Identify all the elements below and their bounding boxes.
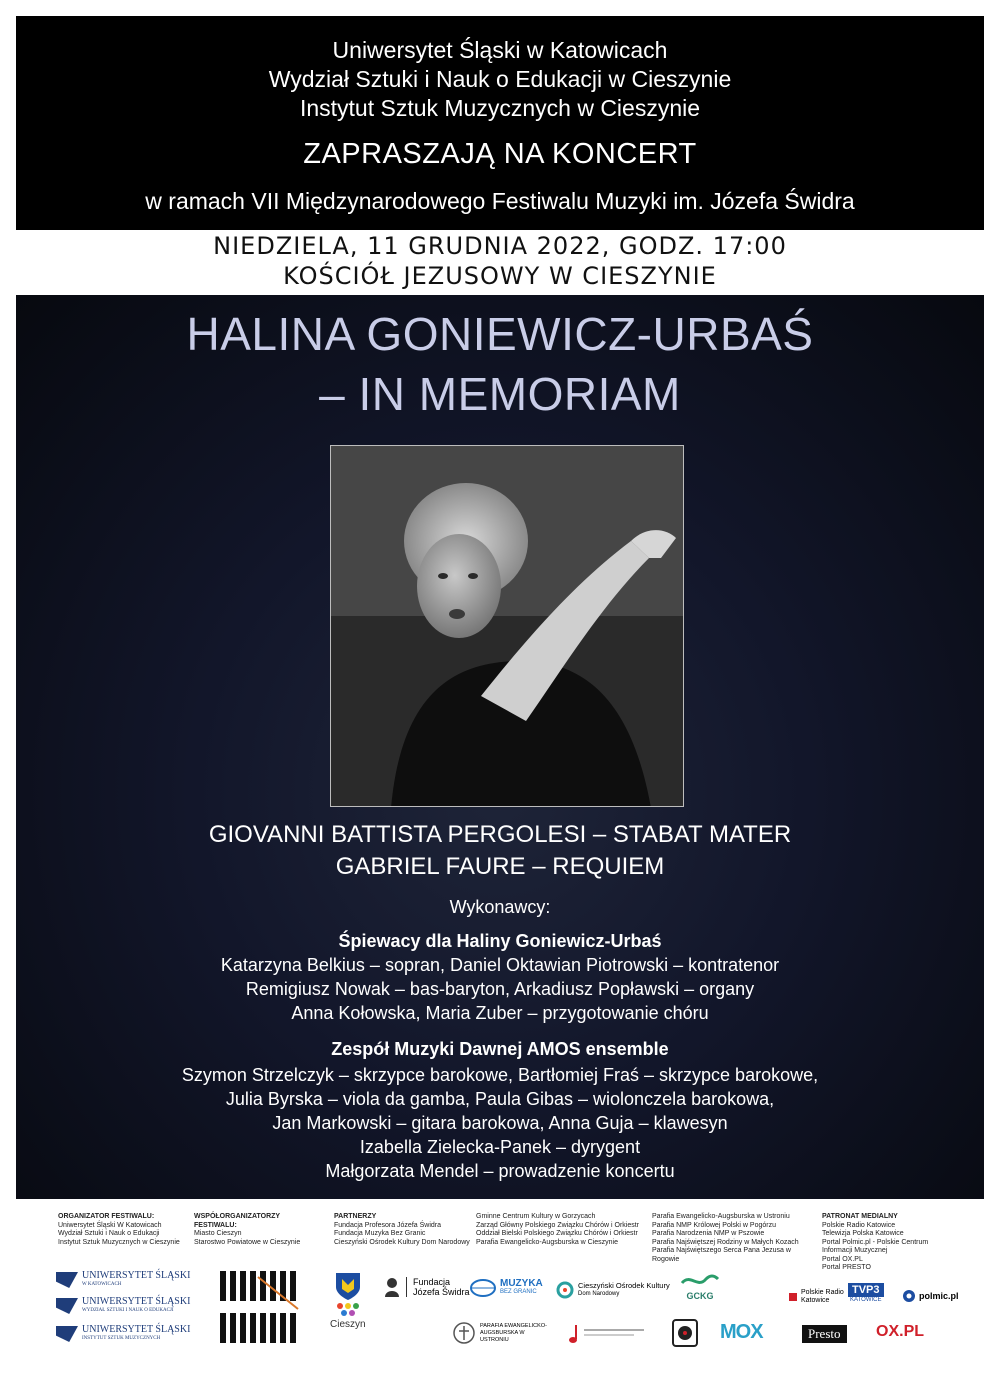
media-heading: PATRONAT MEDIALNY	[822, 1213, 898, 1220]
logo-subtext: W KATOWICACH	[82, 1282, 122, 1287]
performer-line: Katarzyna Belkius – sopran, Daniel Oktawian Piotrowski – kontratenor	[220, 955, 780, 975]
university-mark-icon	[56, 1272, 78, 1288]
cieszyn-logo-text: Cieszyn	[330, 1319, 366, 1330]
event-date: NIEDZIELA, 11 GRUDNIA 2022, GODZ. 17:00	[213, 232, 787, 260]
muzyka-bez-granic-logo	[470, 1279, 543, 1297]
university-mark-icon	[56, 1326, 78, 1342]
media-line: Portal Polmic.pl - Polskie Centrum	[822, 1238, 929, 1246]
choirs-union-logo	[568, 1321, 648, 1347]
media-line: Portal OX.PL	[822, 1255, 863, 1263]
partner-line: Oddział Bielski Polskiego Związku Chórów i Orkiestr	[476, 1230, 638, 1237]
bez-granic-text: BEZ GRANIC	[500, 1289, 537, 1295]
cieszyn-dots-icon	[334, 1301, 362, 1319]
logo-text: UNIWERSYTET ŚLĄSKI	[82, 1270, 191, 1281]
coorganizer-line: Starostwo Powiatowe w Cieszynie	[194, 1238, 301, 1246]
gckg-logo	[680, 1271, 720, 1301]
coorganizers-column	[194, 1213, 324, 1247]
logo-subtext: INSTYTUT SZTUK MUZYCZNYCH	[82, 1336, 161, 1341]
cok-mark-icon	[556, 1281, 574, 1299]
organizer-column	[58, 1213, 188, 1247]
parafia-ustron-logo	[452, 1321, 548, 1345]
organizer-line: Instytut Sztuk Muzycznych w Cieszynie	[58, 1238, 180, 1246]
media-line: Informacji Muzycznej	[822, 1247, 888, 1254]
university-name: Uniwersytet Śląski w Katowicach	[332, 37, 668, 63]
cok-subtext: Dom Narodowy	[578, 1291, 620, 1297]
presto-logo	[802, 1325, 847, 1343]
record-logo	[672, 1319, 698, 1347]
media-line: Portal PRESTO	[822, 1264, 871, 1271]
presto-text: Presto	[802, 1325, 847, 1343]
vinyl-icon	[672, 1319, 698, 1347]
muzyka-text: MUZYKA	[500, 1278, 543, 1289]
cieszyn-logo	[330, 1271, 366, 1330]
fundacja-name: Józefa Świdra	[413, 1287, 470, 1297]
fundacja-label: Fundacja	[413, 1277, 451, 1287]
church-seal-icon	[452, 1321, 476, 1345]
logo-text: UNIWERSYTET ŚLĄSKI	[82, 1324, 191, 1335]
partner-line: Fundacja Profesora Józefa Świdra	[334, 1221, 441, 1229]
institute-name: Instytut Sztuk Muzycznych w Cieszynie	[299, 95, 701, 121]
festival-line: w ramach VII Międzynarodowego Festiwalu Muzyki im. Józefa Świdra	[145, 188, 855, 214]
mox-text: MOX	[720, 1321, 763, 1343]
partner-line: Parafia Ewangelicko-Augsburska w Ustroniu	[652, 1213, 790, 1220]
university-logo-katowice	[56, 1271, 206, 1289]
tvp3-text: TVP3	[848, 1283, 884, 1297]
event-venue: KOŚCIÓŁ JEZUSOWY W CIESZYNIE	[283, 262, 717, 290]
globe-icon	[470, 1279, 496, 1297]
header-band	[16, 16, 984, 230]
logo-subtext: WYDZIAŁ SZTUKI I NAUK O EDUKACJI	[82, 1308, 174, 1313]
polskie-radio-logo	[788, 1289, 845, 1305]
organ-pipes-logo	[218, 1269, 308, 1345]
parafia-text: PARAFIA EWANGELICKO-AUGSBURSKA W USTRONIU	[480, 1322, 547, 1343]
performer-line: Remigiusz Nowak – bas-baryton, Arkadiusz Popławski – organy	[245, 979, 755, 999]
program-piece-1: GIOVANNI BATTISTA PERGOLESI – STABAT MATER	[208, 821, 792, 848]
partner-line: Parafia NMP Królowej Polski w Pogórzu	[652, 1221, 776, 1229]
coorganizer-line: Miasto Cieszyn	[194, 1230, 242, 1237]
partner-line: Parafia Narodzenia NMP w Pszowie	[652, 1230, 765, 1237]
partners-column-3	[652, 1213, 812, 1264]
radio-icon	[788, 1292, 798, 1302]
cok-text: Cieszyński Ośrodek Kultury	[578, 1281, 670, 1290]
faculty-name: Wydział Sztuki i Nauk o Edukacji w Cieszynie	[268, 66, 732, 92]
portrait-silhouette-icon	[384, 1277, 400, 1297]
media-line: Polskie Radio Katowice	[822, 1221, 896, 1229]
singers-group-heading: Śpiewacy dla Haliny Goniewicz-Urbaś	[338, 931, 662, 951]
ensemble-group-heading: Zespół Muzyki Dawnej AMOS ensemble	[331, 1039, 669, 1059]
performer-line: Izabella Zielecka-Panek – dyrygent	[359, 1137, 641, 1157]
partner-line: Fundacja Muzyka Bez Granic	[334, 1230, 426, 1237]
partner-line: Parafia Najświętszej Rodziny w Małych Kozach	[652, 1238, 799, 1246]
organizer-line: Wydział Sztuki i Nauk o Edukacji	[58, 1230, 160, 1237]
university-logo-faculty	[56, 1297, 206, 1315]
organizer-heading: ORGANIZATOR FESTIWALU:	[58, 1213, 155, 1220]
partner-line: Zarząd Główny Polskiego Związku Chórów i Orkiestr	[476, 1221, 639, 1229]
cok-logo	[556, 1281, 670, 1299]
performers-label: Wykonawcy:	[449, 897, 551, 917]
performer-line: Szymon Strzelczyk – skrzypce barokowe, Bartłomiej Fraś – skrzypce barokowe,	[181, 1065, 819, 1085]
oxpl-text: OX.PL	[876, 1323, 925, 1340]
music-note-icon	[568, 1321, 648, 1347]
partner-line: Cieszyński Ośrodek Kultury Dom Narodowy	[334, 1238, 470, 1246]
portrait-photo	[330, 445, 684, 807]
university-mark-icon	[56, 1298, 78, 1314]
polskie-radio-text: Polskie Radio Katowice	[801, 1289, 844, 1304]
gckg-text: GCKG	[686, 1291, 714, 1301]
cieszyn-crest-icon	[334, 1271, 362, 1301]
partners-column	[334, 1213, 474, 1247]
program-piece-2: GABRIEL FAURE – REQUIEM	[335, 853, 665, 880]
coorganizers-heading: WSPÓŁORGANIZATORZY FESTIWALU:	[194, 1213, 280, 1229]
partners-heading: PARTNERZY	[334, 1213, 377, 1220]
performer-line: Anna Kołowska, Maria Zuber – przygotowanie chóru	[291, 1003, 709, 1023]
media-column	[822, 1213, 972, 1273]
oxpl-logo	[876, 1323, 924, 1341]
memorial-title-line1: HALINA GONIEWICZ-URBAŚ	[186, 308, 814, 360]
polmic-logo	[902, 1289, 959, 1303]
organizer-line: Uniwersytet Śląski W Katowicach	[58, 1221, 162, 1229]
university-logo-institute	[56, 1325, 206, 1343]
partner-line: Parafia Ewangelicko-Augsburska w Cieszynie	[476, 1238, 619, 1246]
partner-line: Gminne Centrum Kultury w Gorzycach	[476, 1213, 596, 1220]
tvp3-logo	[848, 1283, 884, 1303]
polmic-text: polmic.pl	[919, 1291, 959, 1301]
performer-line: Małgorzata Mendel – prowadzenie koncertu	[325, 1161, 675, 1181]
partners-column-2	[476, 1213, 646, 1247]
tvp3-subtext: KATOWICE	[850, 1297, 882, 1303]
performer-line: Jan Markowski – gitara barokowa, Anna Guja – klawesyn	[272, 1113, 728, 1133]
polmic-icon	[902, 1289, 916, 1303]
partner-line: Parafia Najświętszego Serca Pana Jezusa w Rogowie	[652, 1247, 791, 1263]
memorial-title-line2: – IN MEMORIAM	[319, 368, 681, 420]
performer-line: Julia Byrska – viola da gamba, Paula Gibas – wiolonczela barokowa,	[225, 1089, 775, 1109]
invitation-heading: ZAPRASZAJĄ NA KONCERT	[303, 138, 697, 170]
sponsors-footer	[0, 1199, 1000, 1391]
fundacja-swidra-logo	[384, 1277, 470, 1297]
media-line: Telewizja Polska Katowice	[822, 1230, 904, 1237]
wave-icon	[680, 1271, 720, 1291]
mox-logo	[720, 1321, 763, 1344]
main-panel	[16, 295, 984, 1199]
logo-text: UNIWERSYTET ŚLĄSKI	[82, 1296, 191, 1307]
